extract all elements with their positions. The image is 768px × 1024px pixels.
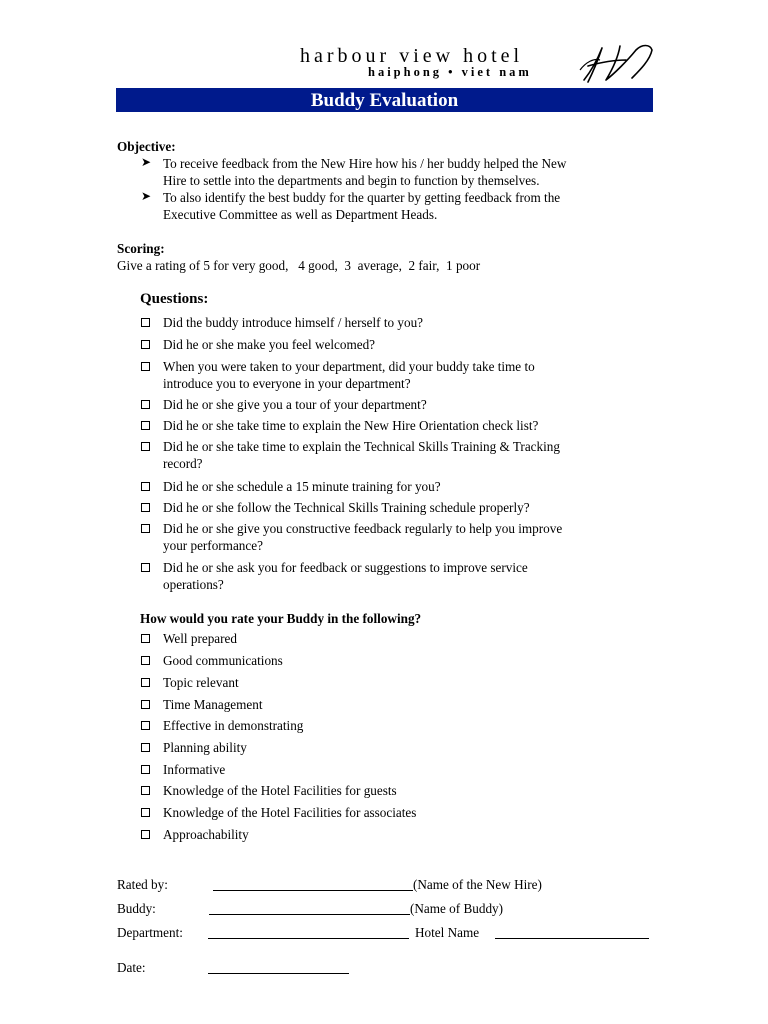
question-checkbox[interactable] (141, 482, 150, 491)
objective-bullet-2-line-2: Executive Committee as well as Department Heads. (163, 207, 438, 222)
objective-bullet-1-line-1: To receive feedback from the New Hire how his / her buddy helped the New (163, 156, 567, 171)
rated-by-label: Rated by: (117, 877, 168, 892)
question-9-line-2: your performance? (163, 538, 263, 553)
hotel-name: harbour view hotel (300, 45, 524, 67)
question-checkbox[interactable] (141, 400, 150, 409)
scoring-heading: Scoring: (117, 241, 165, 256)
questions-heading: Questions: (140, 291, 209, 307)
rating-checkbox[interactable] (141, 700, 150, 709)
buddy-label: Buddy: (117, 901, 156, 916)
question-9-line-1: Did he or she give you constructive feedback regularly to help you improve (163, 521, 563, 536)
question-4: Did he or she give you a tour of your department? (163, 397, 427, 412)
buddy-hint: (Name of Buddy) (410, 901, 504, 916)
rating-checkbox[interactable] (141, 743, 150, 752)
rating-checkbox[interactable] (141, 765, 150, 774)
scoring-text: Give a rating of 5 for very good, 4 good, 3 average, 2 fair, 1 poor (117, 258, 481, 273)
rating-item: Well prepared (163, 631, 237, 646)
date-field[interactable] (208, 973, 349, 974)
arrow-bullet-icon: ➤ (141, 155, 152, 169)
question-checkbox[interactable] (141, 563, 150, 572)
question-checkbox[interactable] (141, 362, 150, 371)
question-3-line-2: introduce you to everyone in your department? (163, 376, 411, 391)
objective-heading: Objective: (117, 139, 176, 154)
question-checkbox[interactable] (141, 340, 150, 349)
department-field[interactable] (208, 938, 409, 939)
question-8: Did he or she follow the Technical Skills Training schedule properly? (163, 500, 530, 515)
rating-item: Knowledge of the Hotel Facilities for associates (163, 805, 417, 820)
rating-item: Effective in demonstrating (163, 718, 304, 733)
question-3-line-1: When you were taken to your department, did your buddy take time to (163, 359, 535, 374)
date-label: Date: (117, 960, 146, 975)
rating-item: Planning ability (163, 740, 247, 755)
question-1: Did the buddy introduce himself / herself to you? (163, 315, 424, 330)
rating-checkbox[interactable] (141, 786, 150, 795)
rating-item: Knowledge of the Hotel Facilities for guests (163, 783, 397, 798)
hv-monogram-logo-icon (578, 40, 656, 86)
question-checkbox[interactable] (141, 524, 150, 533)
rating-item: Topic relevant (163, 675, 239, 690)
rating-checkbox[interactable] (141, 721, 150, 730)
rating-checkbox[interactable] (141, 656, 150, 665)
rating-checkbox[interactable] (141, 830, 150, 839)
rating-checkbox[interactable] (141, 808, 150, 817)
rated-by-hint: (Name of the New Hire) (413, 877, 542, 892)
question-7: Did he or she schedule a 15 minute training for you? (163, 479, 441, 494)
question-2: Did he or she make you feel welcomed? (163, 337, 376, 352)
ratings-heading: How would you rate your Buddy in the following? (140, 611, 422, 626)
question-6-line-1: Did he or she take time to explain the Technical Skills Training & Tracking (163, 439, 560, 454)
rating-checkbox[interactable] (141, 634, 150, 643)
question-checkbox[interactable] (141, 421, 150, 430)
question-6-line-2: record? (163, 456, 203, 471)
hotel-name-field[interactable] (495, 938, 649, 939)
rating-item: Time Management (163, 697, 263, 712)
question-10-line-1: Did he or she ask you for feedback or suggestions to improve service (163, 560, 528, 575)
hotel-name-label: Hotel Name (415, 925, 480, 940)
question-checkbox[interactable] (141, 503, 150, 512)
question-10-line-2: operations? (163, 577, 224, 592)
arrow-bullet-icon: ➤ (141, 189, 152, 203)
question-checkbox[interactable] (141, 318, 150, 327)
question-checkbox[interactable] (141, 442, 150, 451)
question-5: Did he or she take time to explain the New Hire Orientation check list? (163, 418, 539, 433)
rating-item: Informative (163, 762, 226, 777)
hotel-location: haiphong • viet nam (368, 65, 532, 79)
rating-item: Good communications (163, 653, 283, 668)
rating-checkbox[interactable] (141, 678, 150, 687)
rated-by-field[interactable] (213, 890, 413, 891)
objective-bullet-1-line-2: Hire to settle into the departments and begin to function by themselves. (163, 173, 540, 188)
objective-bullet-2-line-1: To also identify the best buddy for the quarter by getting feedback from the (163, 190, 561, 205)
rating-item: Approachability (163, 827, 249, 842)
department-label: Department: (117, 925, 183, 940)
page-title: Buddy Evaluation (116, 88, 653, 112)
buddy-field[interactable] (209, 914, 410, 915)
